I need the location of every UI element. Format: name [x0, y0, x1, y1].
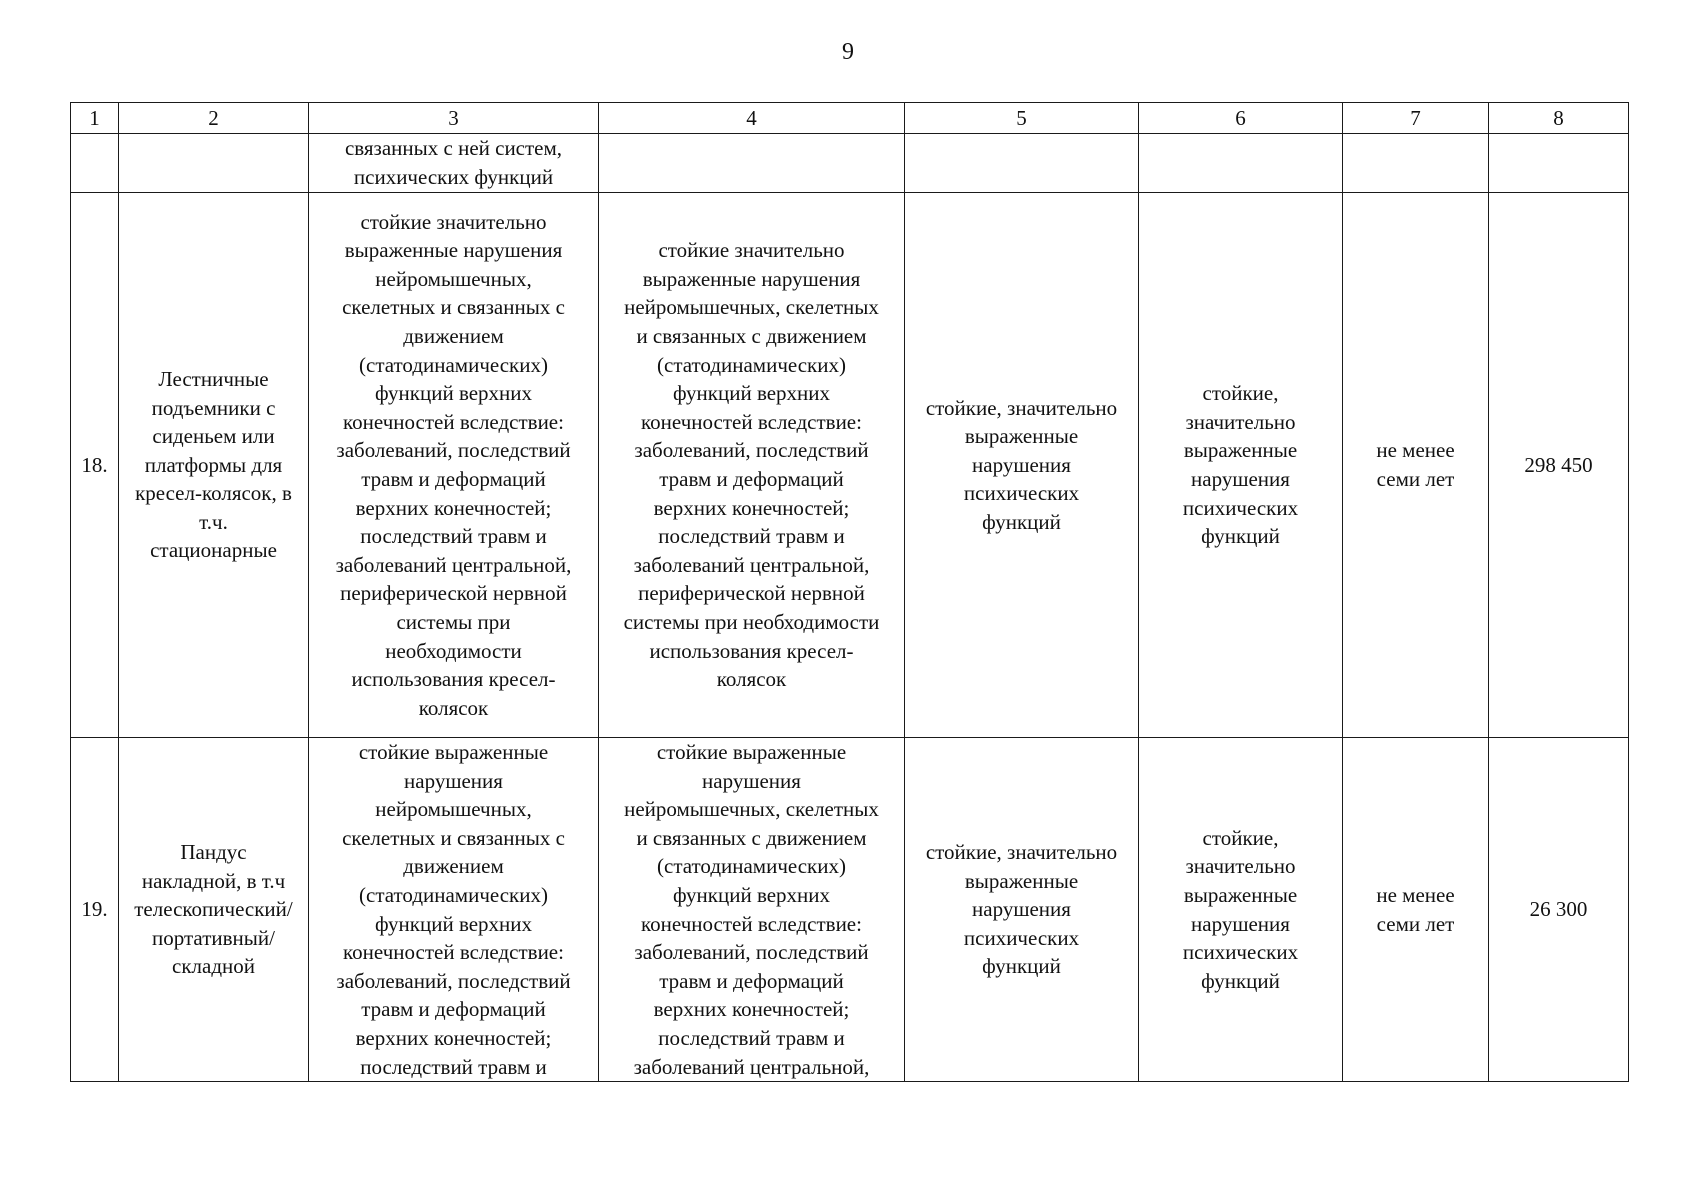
col6-text: стойкие, значительно выраженные нарушения психических функций	[1182, 825, 1299, 993]
continuation-cell-1	[71, 134, 119, 193]
page-number: 9	[842, 39, 854, 65]
col8-cell	[1489, 193, 1629, 738]
col3-text: стойкие значительно выраженные нарушения нейромышечных, скелетных и связанных с движением (статодинамических) функций верхних конечностей вследствие: заболеваний, последствий травм и деформаций верхних конечностей; последствий травм и заболеваний центральной, периферической нервной системы при необходимости использования кресел- колясок	[335, 209, 572, 720]
row-number-cell	[71, 193, 119, 738]
col8-price: 298 450	[1524, 452, 1593, 477]
row-number-cell	[71, 738, 119, 1082]
column-number-2: 2	[119, 103, 309, 134]
continuation-cell-2	[119, 134, 309, 193]
col7-text: не менее семи лет	[1376, 882, 1455, 936]
col5-cell	[905, 738, 1139, 1082]
col6-cell	[1139, 738, 1343, 1082]
col7-cell	[1343, 193, 1489, 738]
column-number-7: 7	[1343, 103, 1489, 134]
col4-text: стойкие выраженные нарушения нейромышечных, скелетных и связанных с движением (статодинамических) функций верхних конечностей вследствие: заболеваний, последствий травм и деформаций верхних конечностей; последствий травм и заболеваний центральной,	[624, 740, 879, 1079]
col3-text: стойкие выраженные нарушения нейромышечных, скелетных и связанных с движением (статодинамических) функций верхних конечностей вследствие: заболеваний, последствий травм и деформаций верхних конечностей; последствий травм и	[336, 740, 571, 1079]
column-number-6: 6	[1139, 103, 1343, 134]
continuation-cell-7	[1343, 134, 1489, 193]
col3-cell	[309, 738, 599, 1082]
col7-text: не менее семи лет	[1376, 438, 1455, 491]
col5-text: стойкие, значительно выраженные нарушения психических функций	[925, 840, 1118, 979]
continuation-cell-3	[309, 134, 599, 193]
continuation-cell-6	[1139, 134, 1343, 193]
col4-text: стойкие значительно выраженные нарушения нейромышечных, скелетных и связанных с движением (статодинамических) функций верхних конечностей вследствие: заболеваний, последствий травм и деформаций верхних конечностей; последствий травм и заболеваний центральной, периферической нервной системы при необходимости использования кресел- колясок	[623, 238, 880, 692]
col6-text: стойкие, значительно выраженные нарушения психических функций	[1182, 381, 1299, 549]
device-name: Пандус накладной, в т.ч телескопический/ портативный/ складной	[134, 840, 293, 979]
assistive-devices-table	[70, 102, 1629, 1082]
continuation-row	[71, 134, 1629, 193]
col4-cell	[599, 193, 905, 738]
continuation-cell-4	[599, 134, 905, 193]
col4-cell	[599, 738, 905, 1082]
column-number-row	[71, 103, 1629, 134]
device-name-cell	[119, 193, 309, 738]
column-number-8: 8	[1489, 103, 1629, 134]
table-row	[71, 738, 1629, 1082]
col6-cell	[1139, 193, 1343, 738]
continuation-text: связанных с ней систем, психических функций	[344, 136, 563, 189]
row-number: 18.	[81, 452, 108, 477]
column-number-5: 5	[905, 103, 1139, 134]
col3-cell	[309, 193, 599, 738]
column-number-4: 4	[599, 103, 905, 134]
col7-cell	[1343, 738, 1489, 1082]
column-number-1: 1	[71, 103, 119, 134]
continuation-cell-8	[1489, 134, 1629, 193]
col8-cell	[1489, 738, 1629, 1082]
col8-price: 26 300	[1529, 897, 1588, 922]
col5-cell	[905, 193, 1139, 738]
col5-text: стойкие, значительно выраженные нарушения психических функций	[925, 395, 1118, 534]
column-number-3: 3	[309, 103, 599, 134]
row-number: 19.	[81, 897, 108, 922]
device-name-cell	[119, 738, 309, 1082]
device-name: Лестничные подъемники с сиденьем или платформы для кресел-колясок, в т.ч. стационарные	[135, 366, 292, 563]
table-row	[71, 193, 1629, 738]
continuation-cell-5	[905, 134, 1139, 193]
